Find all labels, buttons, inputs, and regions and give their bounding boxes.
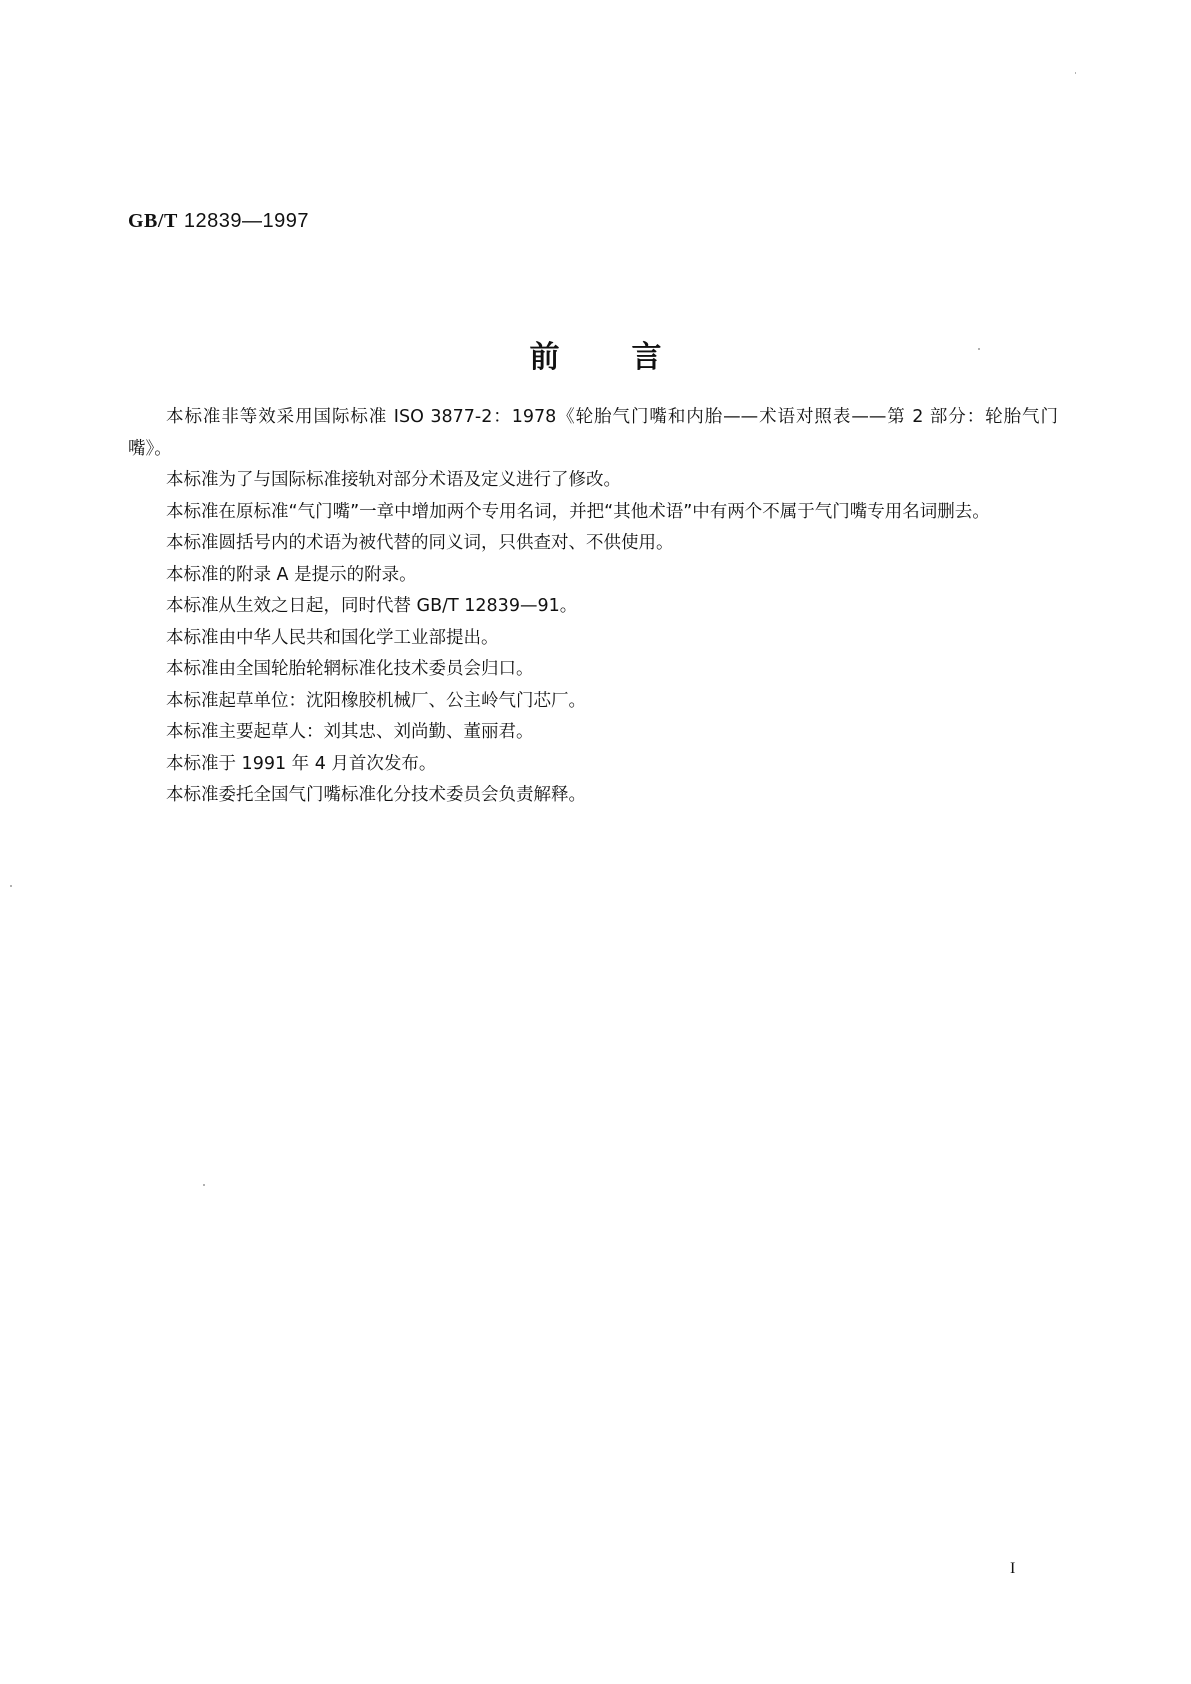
scan-speck — [203, 1184, 205, 1186]
title-char-1: 前 — [529, 340, 560, 375]
standard-dash: — — [241, 210, 263, 232]
standard-code — [128, 210, 309, 233]
page-number: I — [1010, 1560, 1016, 1577]
paragraph: 本标准于 1991 年 4 月首次发布。 — [166, 753, 437, 774]
paragraph: 本标准由全国轮胎轮辋标准化技术委员会归口。 — [166, 659, 534, 679]
paragraph: 本标准非等效采用国际标准 ISO 3877-2：1978《轮胎气门嘴和内胎——术语对照表——第 2 部分：轮胎气门嘴》。 — [128, 407, 1058, 459]
paragraph: 本标准由中华人民共和国化学工业部提出。 — [166, 627, 499, 648]
paragraph: 本标准委托全国气门嘴标准化分技术委员会负责解释。 — [166, 785, 586, 805]
scan-speck — [1075, 72, 1076, 74]
standard-prefix: GB/T — [128, 210, 178, 232]
paragraph: 本标准在原标准“气门嘴”一章中增加两个专用名词，并把“其他术语”中有两个不属于气门嘴专用名词删去。 — [166, 501, 990, 522]
standard-year: 1997 — [262, 210, 309, 232]
foreword-body — [128, 402, 1058, 812]
paragraph: 本标准从生效之日起，同时代替 GB/T 12839—91。 — [166, 596, 578, 616]
paragraph: 本标准为了与国际标准接轨对部分术语及定义进行了修改。 — [166, 470, 621, 490]
paragraph: 本标准圆括号内的术语为被代替的同义词，只供查对、不供使用。 — [166, 533, 674, 553]
scan-speck — [10, 885, 12, 887]
scan-speck — [978, 348, 980, 350]
page-title — [0, 332, 1191, 376]
title-char-2: 言 — [631, 340, 662, 375]
paragraph: 本标准主要起草人：刘其忠、刘尚勤、董丽君。 — [166, 722, 534, 742]
paragraph: 本标准的附录 A 是提示的附录。 — [166, 564, 417, 585]
paragraph: 本标准起草单位：沈阳橡胶机械厂、公主岭气门芯厂。 — [166, 690, 586, 711]
standard-number: 12839 — [183, 210, 242, 232]
